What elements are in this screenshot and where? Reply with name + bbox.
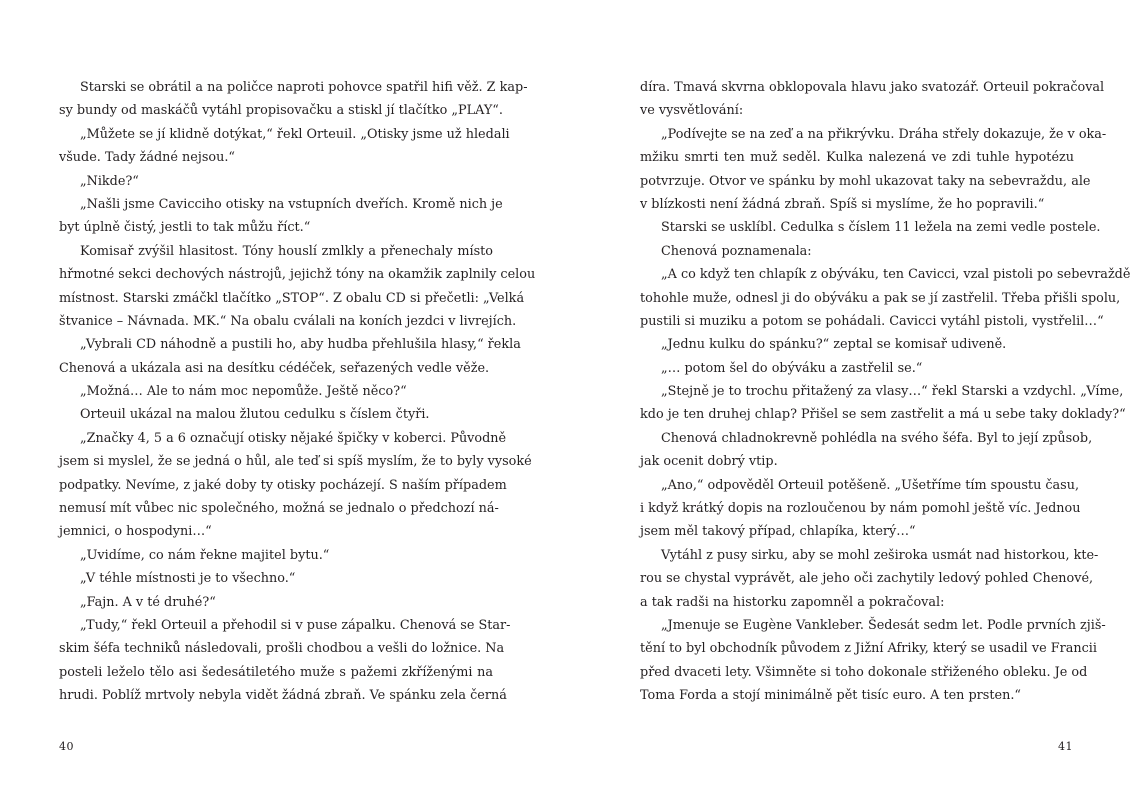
text-line: Starski se usklíbl. Cedulka s číslem 11 ležela na zemi vedle postele. — [661, 220, 1101, 236]
text-line: před dvaceti lety. Všimněte si toho dokonale střiženého obleku. Je od — [640, 664, 1088, 680]
text-line: „Značky 4, 5 a 6 označují otisky nějaké špičky v koberci. Původně — [80, 430, 507, 446]
text-line: „Podívejte se na zeď a na přikrývku. Dráha střely dokazuje, že v oka- — [661, 126, 1107, 142]
text-line: jemnici, o hospodyni…“ — [59, 524, 212, 540]
text-line: rou se chystal vyprávět, ale jeho oči zachytily ledový pohled Chenové, — [640, 571, 1094, 587]
text-line: hřmotné sekci dechových nástrojů, jejichž tóny na okamžik zaplnily celou — [59, 267, 536, 283]
text-line: Starski se obrátil a na poličce naproti pohovce spatřil hifi věž. Z kap- — [80, 80, 528, 95]
text-line: ve vysvětlování: — [640, 103, 744, 119]
text-line: podpatky. Nevíme, z jaké doby ty otisky pocházejí. S naším případem — [59, 477, 507, 493]
text-line: štvanice – Návnada. MK.“ Na obalu cválali na koních jezdci v livrejích. — [59, 313, 517, 329]
text-line: „Fajn. A v té druhé?“ — [80, 594, 216, 610]
text-line: i když krátký dopis na rozloučenou by nám pomohl ještě víc. Jednou — [640, 501, 1081, 517]
text-line: „Našli jsme Cavicciho otisky na vstupních dveřích. Kromě nich je — [80, 196, 503, 212]
text-line: „Vybrali CD náhodně a pustili ho, aby hudba přehlušila hlasy,“ řekla — [80, 337, 521, 353]
text-line: „Uvidíme, co nám řekne majitel bytu.“ — [80, 547, 330, 563]
text-line: tění to byl obchodník původem z Jižní Afriky, který se usadil ve Francii — [640, 641, 1097, 657]
text-line: Chenová a ukázala asi na desítku cédéček, seřazených vedle věže. — [59, 360, 490, 376]
text-line: „… potom šel do obýváku a zastřelil se.“ — [661, 360, 923, 376]
text-line: „V téhle místnosti je to všechno.“ — [80, 571, 296, 587]
text-line: Toma Forda a stojí minimálně pět tisíc euro. A ten prsten.“ — [640, 688, 1021, 704]
text-line: a tak radši na historku zapomněl a pokračoval: — [640, 594, 945, 610]
text-line: tohohle muže, odnesl ji do obýváku a pak se jí zastřelil. Třeba přišli spolu, — [640, 290, 1121, 306]
text-line: díra. Tmavá skvrna obklopovala hlavu jako svatozář. Orteuil pokračoval — [640, 80, 1105, 95]
text-line: „A co když ten chlapík z obýváku, ten Cavicci, vzal pistoli po sebevraždě — [661, 267, 1131, 283]
text-line: všude. Tady žádné nejsou.“ — [59, 150, 235, 166]
text-line: skim šéfa techniků následovali, prošli chodbou a vešli do ložnice. Na — [59, 641, 505, 657]
text-line: Vytáhl z pusy sirku, aby se mohl zeširoka usmát nad historkou, kte- — [661, 547, 1099, 563]
text-line: v blízkosti není žádná zbraň. Spíš si myslíme, že ho popravili.“ — [640, 196, 1045, 212]
text-line: „Možná… Ale to nám moc nepomůže. Ještě něco?“ — [80, 384, 407, 400]
text-line: posteli leželo tělo asi šedesátiletého muže s pažemi zkříženými na — [59, 664, 493, 680]
text-line: „Jmenuje se Eugène Vankleber. Šedesát sedm let. Podle prvních zjiš- — [661, 617, 1106, 633]
text-line: Chenová chladnokrevně pohlédla na svého šéfa. Byl to její způsob, — [661, 430, 1093, 446]
page-number-left: 40 — [59, 740, 74, 753]
text-line: Chenová poznamenala: — [661, 243, 812, 259]
text-line: „Nikde?“ — [80, 173, 139, 189]
text-line: sy bundy od maskáčů vytáhl propisovačku a stiskl jí tlačítko „PLAY“. — [59, 103, 503, 119]
text-line: hrudi. Poblíž mrtvoly nebyla vidět žádná zbraň. Ve spánku zela černá — [59, 688, 507, 704]
text-line: jak ocenit dobrý vtip. — [640, 454, 778, 470]
text-line: Komisař zvýšil hlasitost. Tóny houslí zmlkly a přenechaly místo — [80, 243, 493, 259]
text-line: „Stejně je to trochu přitažený za vlasy…“ řekl Starski a vzdychl. „Víme, — [661, 384, 1124, 400]
text-line: místnost. Starski zmáčkl tlačítko „STOP“. Z obalu CD si přečetli: „Velká — [59, 290, 525, 306]
left-page-text — [59, 76, 536, 708]
text-line: „Můžete se jí klidně dotýkat,“ řekl Orteuil. „Otisky jsme už hledali — [80, 126, 510, 142]
text-line: byt úplně čistý, jestli to tak můžu říct.“ — [59, 220, 311, 236]
text-line: pustili si muziku a potom se pohádali. Cavicci vytáhl pistoli, vystřelil…“ — [640, 313, 1104, 329]
right-page-text — [640, 76, 1131, 708]
text-line: kdo je ten druhej chlap? Přišel se sem zastřelit a má u sebe taky doklady?“ — [640, 407, 1126, 423]
text-line: „Ano,“ odpověděl Orteuil potěšeně. „Ušetříme tím spoustu času, — [661, 477, 1080, 493]
page-number-right: 41 — [1058, 740, 1073, 753]
text-line: mžiku smrti ten muž seděl. Kulka nalezená ve zdi tuhle hypotézu — [640, 150, 1074, 166]
text-line: jsem měl takový případ, chlapíka, který…“ — [640, 524, 916, 540]
text-line: nemusí mít vůbec nic společného, možná se jednalo o předchozí ná- — [59, 501, 499, 517]
text-line: Orteuil ukázal na malou žlutou cedulku s číslem čtyři. — [80, 407, 430, 423]
text-line: jsem si myslel, že se jedná o hůl, ale teď si spíš myslím, že to byly vysoké — [59, 454, 532, 470]
text-line: „Jednu kulku do spánku?“ zeptal se komisař udiveně. — [661, 337, 1007, 353]
text-line: potvrzuje. Otvor ve spánku by mohl ukazovat taky na sebevraždu, ale — [640, 173, 1091, 189]
text-line: „Tudy,“ řekl Orteuil a přehodil si v puse zápalku. Chenová se Star- — [80, 617, 511, 633]
